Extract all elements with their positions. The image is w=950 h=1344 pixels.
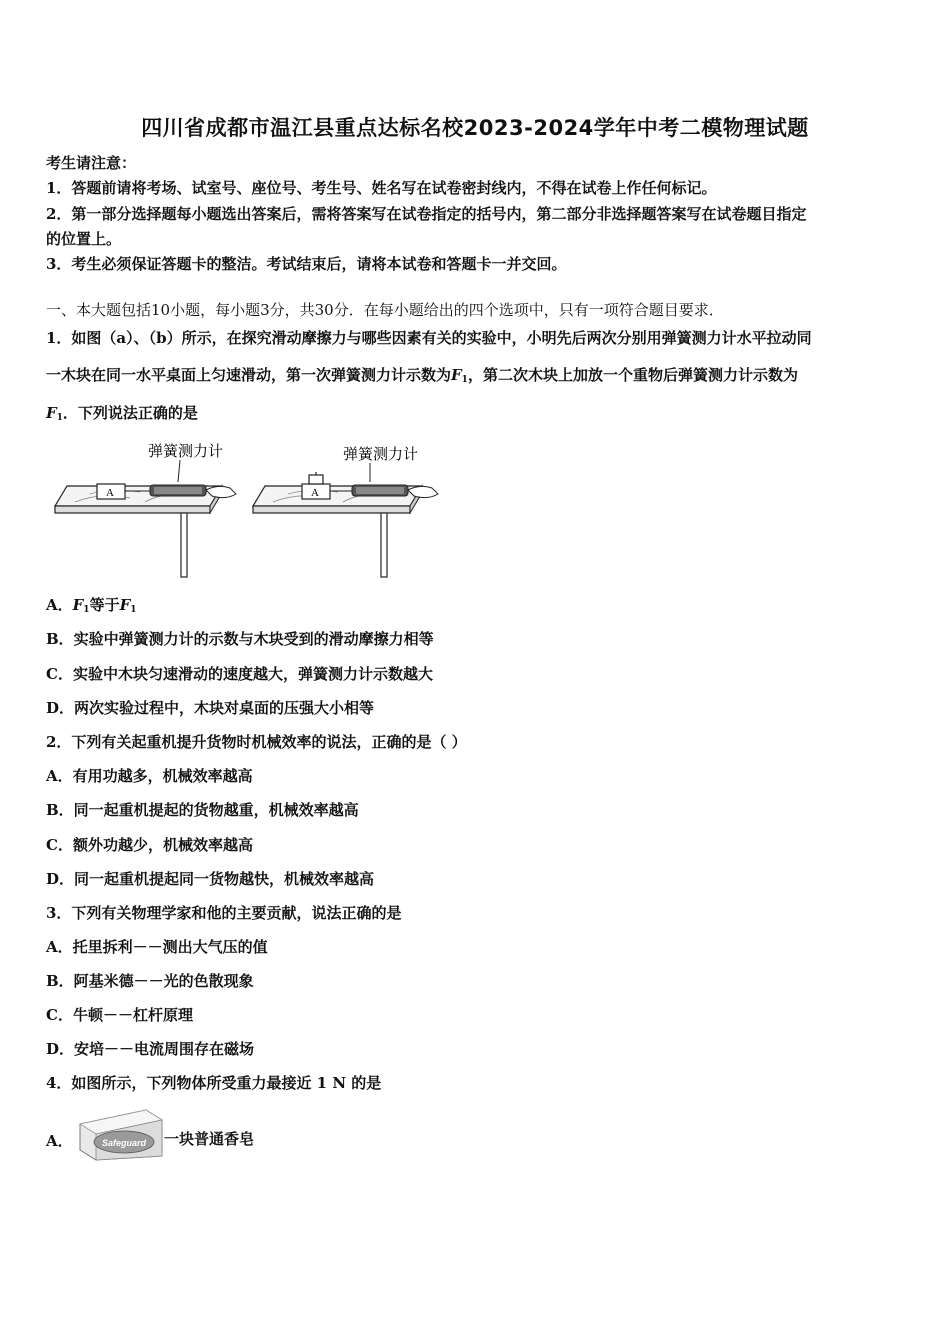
q2-option-d: D．同一起重机提起同一货物越快，机械效率越高: [46, 870, 375, 888]
soap-brand-text: Safeguard: [101, 1138, 147, 1148]
figure-a: [50, 436, 240, 581]
q4-stem: 4．如图所示，下列物体所受重力最接近 1 N 的是: [46, 1074, 382, 1092]
spring-scale-label-b: 弹簧测力计: [343, 446, 419, 463]
q1-option-b: B．实验中弹簧测力计的示数与木块受到的滑动摩擦力相等: [46, 630, 434, 648]
q4-option-a-text: 一块普通香皂: [164, 1130, 255, 1148]
block-a-label: A: [106, 487, 114, 499]
q3-option-a: A．托里拆利－－测出大气压的值: [46, 938, 268, 956]
q2-option-b: B．同一起重机提起的货物越重，机械效率越高: [46, 801, 359, 819]
q3-option-c: C．牛顿－－杠杆原理: [46, 1006, 193, 1024]
q2-option-c: C．额外功越少，机械效率越高: [46, 836, 253, 854]
soap-image: [76, 1106, 164, 1162]
q1-stem-line1: 1．如图（a）、（b）所示，在探究滑动摩擦力与哪些因素有关的实验中，小明先后两次分别用弹簧测力计水平拉动同: [46, 329, 812, 347]
page-title: 四川省成都市温江县重点达标名校2023-2024学年中考二模物理试题: [141, 116, 809, 140]
spring-scale-label-a: 弹簧测力计: [148, 443, 224, 460]
q2-stem: 2．下列有关起重机提升货物时机械效率的说法，正确的是（ ）: [46, 733, 467, 751]
q1-option-d: D．两次实验过程中，木块对桌面的压强大小相等: [46, 699, 375, 717]
block-b-label: A: [311, 487, 319, 499]
notice-item-1: 1．答题前请将考场、试室号、座位号、考生号、姓名写在试卷密封线内，不得在试卷上作任何标记。: [46, 179, 717, 197]
q3-option-b: B．阿基米德－－光的色散现象: [46, 972, 254, 990]
q1-stem-line3: $F_1$．下列说法正确的是: [46, 404, 198, 423]
notice-item-2: 2．第一部分选择题每小题选出答案后，需将答案写在试卷指定的括号内，第二部分非选择题答案写在试卷题目指定: [46, 205, 807, 223]
figure-b: [248, 436, 444, 581]
notice-item-2-cont: 的位置上。: [46, 230, 122, 248]
q1-option-c: C．实验中木块匀速滑动的速度越大，弹簧测力计示数越大: [46, 665, 433, 683]
q2-option-a: A．有用功越多，机械效率越高: [46, 767, 253, 785]
section-1-heading: 一、本大题包括10小题，每小题3分，共30分．在每小题给出的四个选项中，只有一项符合题目要求．: [46, 301, 724, 319]
q4-option-a-prefix: A．: [46, 1132, 73, 1150]
notice-item-3: 3．考生必须保证答题卡的整洁。考试结束后，请将本试卷和答题卡一并交回。: [46, 255, 567, 273]
q1-stem-line2: 一木块在同一水平桌面上匀速滑动，第一次弹簧测力计示数为$F_1$，第二次木块上加放一个重物后弹簧测力计示数为: [46, 366, 798, 385]
q1-option-a: A．$F_1$等于$F_1$: [46, 596, 137, 615]
notice-heading: 考生请注意：: [46, 154, 137, 172]
q3-option-d: D．安培－－电流周围存在磁场: [46, 1040, 255, 1058]
q3-stem: 3．下列有关物理学家和他的主要贡献，说法正确的是: [46, 904, 402, 922]
